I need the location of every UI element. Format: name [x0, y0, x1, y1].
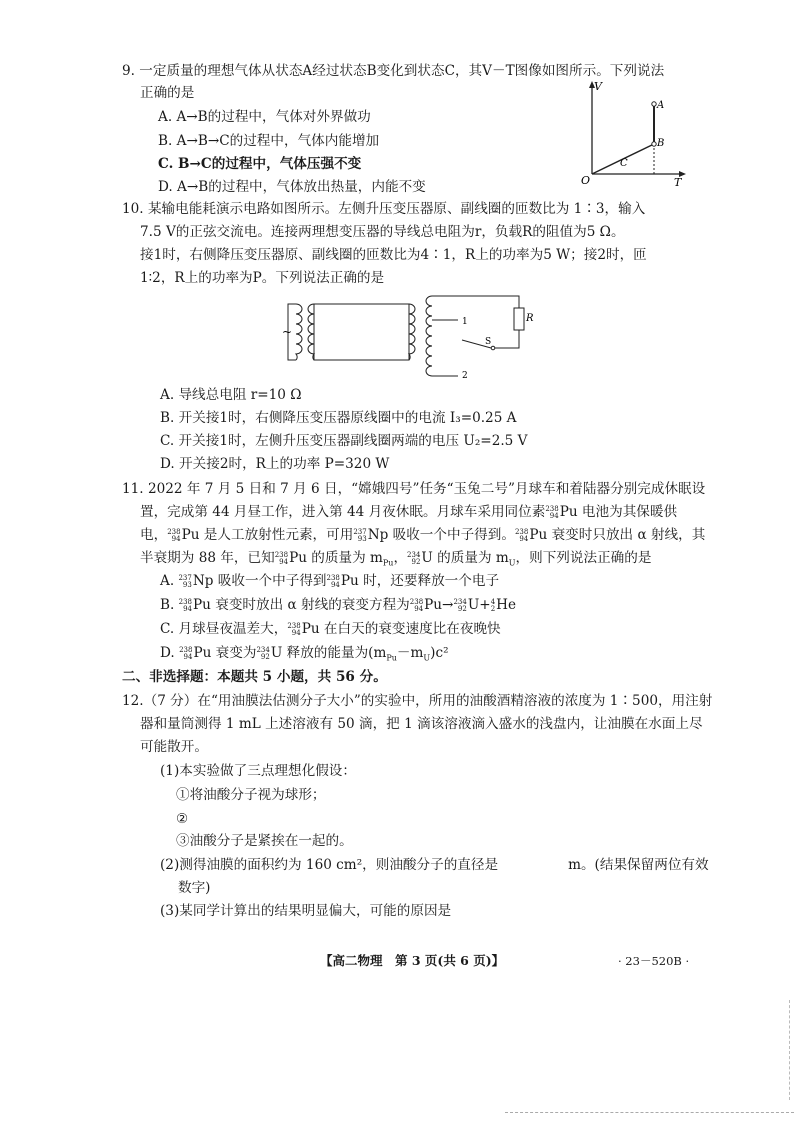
step-down-secondary-coil: [426, 296, 432, 376]
scan-dashed-edge: [505, 1112, 794, 1113]
scan-right-edge: [789, 1000, 790, 1100]
resistor-label: R: [526, 313, 534, 324]
page-footer-center: 【高二物理 第 3 页(共 6 页)】: [320, 953, 505, 968]
q11-option-c: C. 月球昼夜温差大， 238 94 Pu 在白天的衰变速度比在夜晚快: [160, 621, 501, 637]
q10-circuit-diagram: [274, 290, 544, 380]
q12-part1-assumption3: ③油酸分子是紧挨在一起的。: [176, 833, 353, 849]
point-a: [652, 102, 656, 106]
tap-1-label: 1: [462, 317, 468, 327]
q12-part1: (1)本实验做了三点理想化假设：: [160, 763, 356, 779]
step-down-primary-coil: [409, 304, 415, 360]
q11-option-d: D. 238 94 Pu 衰变为 234 92 U 释放的能量为$(m_{Pu}-m_U)c^2$: [160, 645, 449, 663]
switch-label: S: [485, 337, 492, 347]
transmission-lines: [314, 304, 409, 360]
a-label: A: [657, 100, 665, 111]
ac-source: ~: [282, 325, 293, 339]
t-label: T: [674, 176, 682, 188]
q10-option-b: B. 开关接1时，右侧降压变压器原线圈中的电流 I₃=0.25 A: [160, 410, 517, 426]
q9-option-a: A. A→B的过程中，气体对外界做功: [158, 109, 371, 125]
q11-option-b: B. 238 94 Pu 衰变时放出 α 射线的衰变方程为 238 94 Pu→ 234 92 U+ 4 2 He: [160, 597, 517, 613]
q10-option-d: D. 开关接2时，R上的功率 P=320 W: [160, 456, 390, 472]
q9-option-b: B. A→B→C的过程中，气体内能增加: [158, 133, 380, 149]
q9-stem-line2: 正确的是: [140, 85, 195, 101]
q11-stem-line1: 11. 2022 年 7 月 5 日和 7 月 6 日，“嫦娥四号”任务“玉兔二号”月球车和着陆器分别完成休眠设: [122, 481, 706, 497]
q9-option-c: C. B→C的过程中，气体压强不变: [158, 156, 362, 172]
q10-stem-line1: 10. 某输电能耗演示电路如图所示。左侧升压变压器原、副线圈的匝数比为 1∶3，输入: [122, 201, 646, 217]
q12-stem-line2: 器和量筒测得 1 mL 上述溶液有 50 滴，把 1 滴该溶液滴入盛水的浅盘内，让油膜在水面上尽: [140, 716, 703, 732]
resistor-r: [514, 308, 524, 330]
q9-option-d: D. A→B的过程中，气体放出热量，内能不变: [158, 179, 426, 195]
q10-stem-line2: 7.5 V的正弦交流电。连接两理想变压器的导线总电阻为r，负载R的阻值为5 Ω。: [140, 224, 625, 240]
q11-stem-line4: 半衰期为 88 年，已知 238 94 Pu 的质量为 $m_{Pu}$， 234 92 U 的质量为 $m_U$，则下列说法正确的是: [140, 550, 652, 568]
point-b: [652, 142, 656, 146]
q9-vt-graph: [578, 78, 688, 188]
q10-option-c: C. 开关接1时，左侧升压变压器副线圈两端的电压 U₂=2.5 V: [160, 433, 528, 449]
q12-part2: (2)测得油膜的面积约为 160 cm²，则油酸分子的直径是 m。(结果保留两位有效: [160, 857, 709, 873]
o-label: O: [581, 174, 591, 187]
b-label: B: [657, 138, 665, 149]
section-2-heading: 二、非选择题：本题共 5 小题，共 56 分。: [122, 669, 387, 685]
q12-stem-line1: 12.（7 分）在“用油膜法估测分子大小”的实验中，所用的油酸酒精溶液的浓度为 1∶500，用注射: [122, 693, 713, 709]
q11-stem-line3: 电， 238 94 Pu 是人工放射性元素，可用 237 93 Np 吸收一个中子得到。 238 94 Pu 衰变时只放出 α 射线，其: [140, 527, 706, 543]
v-label: V: [594, 80, 602, 93]
switch-contact: [491, 346, 495, 350]
q10-option-a: A. 导线总电阻 r=10 Ω: [160, 387, 302, 403]
tap-2-label: 2: [462, 371, 468, 380]
q12-part1-assumption1: ①将油酸分子视为球形；: [176, 787, 326, 803]
step-up-secondary-coil: [308, 304, 314, 360]
q10-stem-line4: 1∶2，R上的功率为P。下列说法正确的是: [140, 270, 385, 286]
q11-stem-line2: 置，完成第 44 月昼工作，进入第 44 月夜休眠。月球车采用同位素 238 94 Pu 电池为其保暖供: [140, 504, 678, 520]
q12-part2-cont: 数字): [178, 880, 211, 896]
c-label: C: [620, 158, 628, 169]
q9-stem-line1: 9. 一定质量的理想气体从状态A经过状态B变化到状态C，其V－T图像如图所示。下列说法: [122, 63, 665, 79]
q10-stem-line3: 接1时，右侧降压变压器原、副线圈的匝数比为4∶1，R上的功率为5 W；接2时，匝: [140, 247, 647, 263]
right-wire: [494, 330, 519, 348]
step-up-primary-coil: [296, 304, 302, 360]
q12-stem-line3: 可能散开。: [140, 739, 208, 755]
page-footer-code: · 23－520B ·: [618, 954, 690, 968]
q12-part3: (3)某同学计算出的结果明显偏大，可能的原因是: [160, 903, 452, 919]
q12-part1-assumption2: ②: [176, 811, 189, 827]
top-wire: [432, 296, 519, 308]
q11-option-a: A. 237 93 Np 吸收一个中子得到 238 94 Pu 时，还要释放一个电子: [160, 573, 500, 589]
